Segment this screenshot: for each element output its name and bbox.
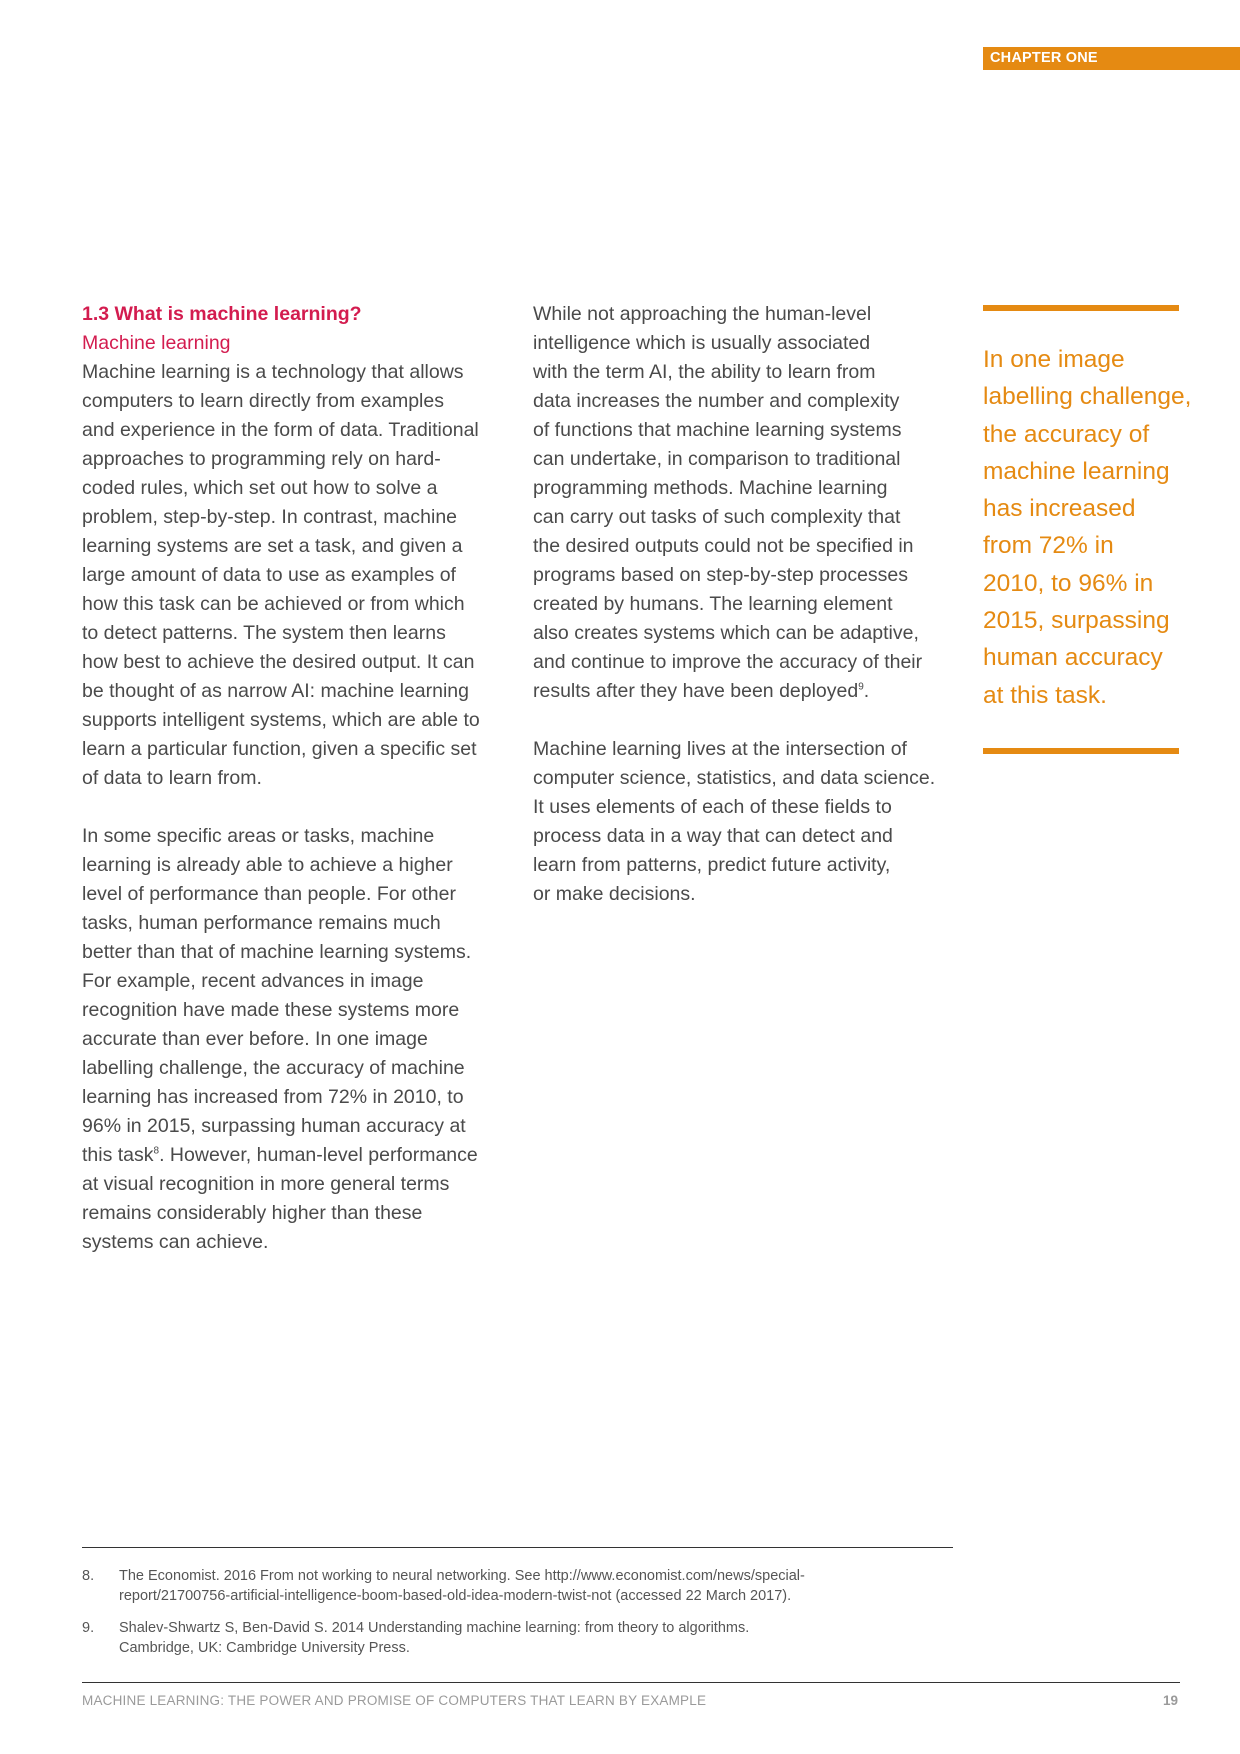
text-line: coded rules, which set out how to solve a: [82, 477, 438, 499]
footnote-text-line: The Economist. 2016 From not working to neural networking. See http://www.economist.com/news/special-: [119, 1568, 805, 1584]
footnote-9: [82, 1618, 962, 1658]
text-line: Machine learning lives at the intersection of: [533, 738, 907, 760]
pull-quote-line: has increased: [983, 495, 1136, 523]
text-line: how best to achieve the desired output. It can: [82, 651, 475, 673]
text-line: with the term AI, the ability to learn from: [533, 361, 876, 383]
text-line: 96% in 2015, surpassing human accuracy at: [82, 1115, 466, 1137]
text-column-left: [82, 300, 502, 1257]
running-footer-title: MACHINE LEARNING: THE POWER AND PROMISE OF COMPUTERS THAT LEARN BY EXAMPLE: [82, 1693, 707, 1708]
paragraph-3: [533, 300, 953, 706]
pull-quote: [983, 305, 1192, 754]
text-line: problem, step-by-step. In contrast, machine: [82, 506, 458, 528]
text-line: level of performance than people. For other: [82, 883, 456, 905]
text-line: the desired outputs could not be specified in: [533, 535, 914, 557]
footnote-8: [82, 1566, 962, 1606]
text-line: and continue to improve the accuracy of their: [533, 651, 923, 673]
text-line: computers to learn directly from examples: [82, 390, 444, 412]
text-line: computer science, statistics, and data science.: [533, 767, 936, 789]
text-line: Machine learning is a technology that allows: [82, 361, 464, 383]
text-line: be thought of as narrow AI: machine learning: [82, 680, 469, 702]
text-line: intelligence which is usually associated: [533, 332, 871, 354]
section-subheading: Machine learning: [82, 332, 231, 354]
text-line: For example, recent advances in image: [82, 970, 424, 992]
text-line: learning is already able to achieve a higher: [82, 854, 453, 876]
text-line-with-reference: [533, 677, 953, 706]
text-line: process data in a way that can detect and: [533, 825, 893, 847]
text-fragment: . However, human-level performance: [159, 1144, 478, 1166]
footer-divider: [82, 1682, 1180, 1683]
text-line: can undertake, in comparison to traditional: [533, 448, 901, 470]
text-line: recognition have made these systems more: [82, 999, 460, 1021]
text-line: can carry out tasks of such complexity that: [533, 506, 901, 528]
page-number: 19: [1162, 1693, 1178, 1708]
footnote-number: 9.: [82, 1620, 95, 1636]
pull-quote-line: the accuracy of: [983, 420, 1150, 448]
text-fragment: .: [863, 680, 870, 702]
pull-quote-line: 2015, surpassing: [983, 607, 1170, 635]
text-line: also creates systems which can be adaptive,: [533, 622, 919, 644]
footnotes: [82, 1566, 962, 1658]
text-line: of data to learn from.: [82, 767, 262, 789]
pull-quote-line: human accuracy: [983, 644, 1163, 672]
paragraph-4: [533, 735, 953, 909]
footnote-divider: [82, 1547, 953, 1548]
text-line: created by humans. The learning element: [533, 593, 893, 615]
pull-quote-line: labelling challenge,: [983, 383, 1192, 411]
pull-quote-top-rule: [983, 305, 1179, 311]
text-line-with-reference: [82, 1141, 502, 1170]
text-line: accurate than ever before. In one image: [82, 1028, 428, 1050]
text-line: programming methods. Machine learning: [533, 477, 888, 499]
text-line: or make decisions.: [533, 883, 696, 905]
paragraph-1: [82, 358, 502, 793]
text-line: better than that of machine learning systems.: [82, 941, 472, 963]
pull-quote-line: machine learning: [983, 457, 1170, 485]
text-line: supports intelligent systems, which are able to: [82, 709, 480, 731]
text-line: systems can achieve.: [82, 1231, 269, 1253]
paragraph-2: [82, 822, 502, 1257]
text-line: programs based on step-by-step processes: [533, 564, 909, 586]
footnote-reference-9[interactable]: 9: [858, 681, 864, 693]
text-line: learn a particular function, given a specific set: [82, 738, 477, 760]
text-line: and experience in the form of data. Traditional: [82, 419, 479, 441]
text-line: at visual recognition in more general terms: [82, 1173, 450, 1195]
text-line: In some specific areas or tasks, machine: [82, 825, 435, 847]
text-line: to detect patterns. The system then learns: [82, 622, 446, 644]
text-line: labelling challenge, the accuracy of machine: [82, 1057, 465, 1079]
text-line: data increases the number and complexity: [533, 390, 900, 412]
pull-quote-line: at this task.: [983, 681, 1107, 709]
section-heading: 1.3 What is machine learning?: [82, 303, 362, 325]
footnote-number: 8.: [82, 1568, 95, 1584]
text-line: large amount of data to use as examples of: [82, 564, 456, 586]
text-line: While not approaching the human-level: [533, 303, 872, 325]
text-line: tasks, human performance remains much: [82, 912, 441, 934]
footnote-text-line: Shalev-Shwartz S, Ben-David S. 2014 Understanding machine learning: from theory to algorithms.: [119, 1620, 750, 1636]
text-line: learn from patterns, predict future activity,: [533, 854, 891, 876]
text-line: of functions that machine learning systems: [533, 419, 902, 441]
text-fragment: results after they have been deployed: [533, 680, 859, 702]
text-line: It uses elements of each of these fields to: [533, 796, 892, 818]
text-line: approaches to programming rely on hard-: [82, 448, 441, 470]
pull-quote-line: from 72% in: [983, 532, 1114, 560]
footnote-text-line: report/21700756-artificial-intelligence-boom-based-old-idea-modern-twist-not (accessed 22 March 2017).: [119, 1588, 792, 1604]
text-line: how this task can be achieved or from which: [82, 593, 465, 615]
chapter-label: CHAPTER ONE: [983, 47, 1240, 70]
footnote-reference-8[interactable]: 8: [153, 1145, 160, 1157]
text-line: learning systems are set a task, and given a: [82, 535, 463, 557]
footnote-text-line: Cambridge, UK: Cambridge University Press.: [119, 1640, 410, 1656]
text-fragment: this task: [82, 1144, 154, 1166]
pull-quote-line: 2010, to 96% in: [983, 569, 1154, 597]
text-column-middle: [533, 300, 953, 909]
pull-quote-bottom-rule: [983, 748, 1179, 754]
text-line: learning has increased from 72% in 2010, to: [82, 1086, 464, 1108]
pull-quote-line: In one image: [983, 346, 1125, 373]
pull-quote-text: [983, 341, 1192, 714]
text-line: remains considerably higher than these: [82, 1202, 423, 1224]
